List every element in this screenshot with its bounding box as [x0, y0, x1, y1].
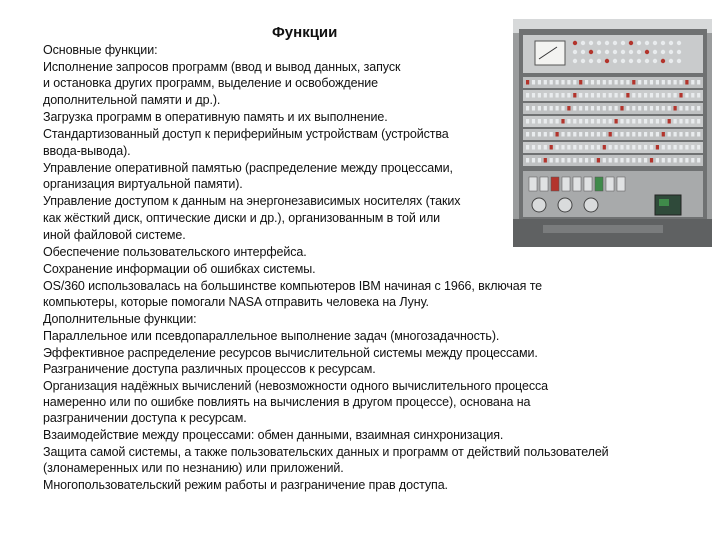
- indicator-lamp: [677, 50, 681, 54]
- lamp-cell: [691, 119, 694, 124]
- lamp-cell: [550, 132, 553, 137]
- text-line: Взаимодействие между процессами: обмен данными, взаимная синхронизация.: [43, 428, 504, 442]
- text-line: Дополнительные функции:: [43, 312, 197, 326]
- lamp-cell: [691, 106, 694, 111]
- console-switch: [606, 177, 614, 191]
- lamp-cell: [538, 80, 541, 85]
- text-line: Многопользовательский режим работы и разграничение прав доступа.: [43, 478, 448, 492]
- lamp-cell: [656, 80, 659, 85]
- indicator-lamp: [589, 41, 593, 45]
- console-switch: [540, 177, 548, 191]
- lamp-cell: [550, 119, 553, 124]
- indicator-lamp: [645, 50, 649, 54]
- indicator-lamp: [605, 41, 609, 45]
- lamp-cell: [609, 106, 612, 111]
- lamp-cell: [668, 119, 671, 124]
- lamp-cell: [603, 80, 606, 85]
- meter-icon: [535, 41, 565, 65]
- lamp-cell: [544, 80, 547, 85]
- indicator-lamp: [629, 41, 633, 45]
- lamp-cell: [585, 106, 588, 111]
- lamp-cell: [632, 119, 635, 124]
- text-line: Защита самой системы, а также пользовательских данных и программ от действий пользователей: [43, 445, 609, 459]
- lamp-cell: [573, 93, 576, 98]
- lamp-cell: [685, 132, 688, 137]
- text-line: Загрузка программ в оперативную память и их выполнение.: [43, 110, 388, 124]
- lamp-cell: [585, 158, 588, 163]
- indicator-lamp: [581, 59, 585, 63]
- lamp-cell: [567, 93, 570, 98]
- indicator-lamp: [621, 59, 625, 63]
- lamp-cell: [597, 158, 600, 163]
- console-switch: [562, 177, 570, 191]
- lamp-cell: [538, 132, 541, 137]
- text-line: OS/360 использовалась на большинстве компьютеров IBM начиная с 1966, включая те: [43, 279, 543, 293]
- lamp-cell: [556, 93, 559, 98]
- lamp-cell: [544, 145, 547, 150]
- lamp-cell: [679, 145, 682, 150]
- lamp-cell: [644, 119, 647, 124]
- indicator-lamp: [573, 59, 577, 63]
- lamp-cell: [679, 158, 682, 163]
- lamp-cell: [668, 93, 671, 98]
- lamp-cell: [561, 158, 564, 163]
- text-line: дополнительной памяти и др.).: [43, 93, 221, 107]
- lamp-cell: [638, 119, 641, 124]
- indicator-lamp: [661, 50, 665, 54]
- lamp-cell: [573, 145, 576, 150]
- indicator-lamp: [605, 59, 609, 63]
- lamp-cell: [615, 132, 618, 137]
- lamp-cell: [632, 132, 635, 137]
- lamp-cell: [668, 106, 671, 111]
- lamp-cell: [691, 132, 694, 137]
- text-line: Стандартизованный доступ к периферийным устройствам (устройства: [43, 127, 449, 141]
- lamp-cell: [620, 80, 623, 85]
- console-switch: [573, 177, 581, 191]
- text-line: Исполнение запросов программ (ввод и вывод данных, запуск: [43, 60, 401, 74]
- lamp-cell: [662, 106, 665, 111]
- indicator-lamp: [605, 50, 609, 54]
- lamp-cell: [591, 80, 594, 85]
- lamp-cell: [626, 158, 629, 163]
- lamp-cell: [585, 80, 588, 85]
- lamp-cell: [538, 158, 541, 163]
- rotary-dial-icon: [584, 198, 598, 212]
- lamp-cell: [691, 93, 694, 98]
- lamp-cell: [668, 145, 671, 150]
- lamp-cell: [685, 145, 688, 150]
- lamp-cell: [573, 132, 576, 137]
- lamp-cell: [620, 145, 623, 150]
- lamp-cell: [603, 145, 606, 150]
- lamp-cell: [591, 119, 594, 124]
- lamp-cell: [585, 119, 588, 124]
- lamp-cell: [526, 119, 529, 124]
- indicator-lamp: [597, 59, 601, 63]
- lamp-cell: [532, 145, 535, 150]
- lamp-cell: [674, 80, 677, 85]
- indicator-lamp: [653, 50, 657, 54]
- lamp-cell: [603, 106, 606, 111]
- lamp-cell: [567, 145, 570, 150]
- lamp-cell: [538, 119, 541, 124]
- lamp-cell: [697, 106, 700, 111]
- lamp-cell: [591, 132, 594, 137]
- lamp-cell: [626, 93, 629, 98]
- lamp-cell: [656, 106, 659, 111]
- lamp-cell: [538, 145, 541, 150]
- indicator-lamp: [677, 59, 681, 63]
- lamp-cell: [579, 119, 582, 124]
- lamp-cell: [674, 158, 677, 163]
- lamp-cell: [656, 93, 659, 98]
- lamp-cell: [615, 93, 618, 98]
- lamp-cell: [579, 93, 582, 98]
- lamp-cell: [544, 158, 547, 163]
- indicator-lamp: [629, 59, 633, 63]
- lamp-cell: [656, 132, 659, 137]
- lamp-cell: [620, 158, 623, 163]
- lamp-cell: [597, 119, 600, 124]
- lamp-cell: [556, 119, 559, 124]
- lamp-cell: [550, 145, 553, 150]
- lamp-cell: [685, 80, 688, 85]
- lamp-cell: [597, 80, 600, 85]
- lamp-cell: [585, 93, 588, 98]
- console-switch: [617, 177, 625, 191]
- lamp-cell: [556, 80, 559, 85]
- lamp-cell: [685, 93, 688, 98]
- lamp-cell: [579, 106, 582, 111]
- console-switch: [529, 177, 537, 191]
- lamp-cell: [638, 158, 641, 163]
- lamp-cell: [668, 158, 671, 163]
- lamp-cell: [691, 145, 694, 150]
- indicator-lamp: [589, 50, 593, 54]
- lamp-cell: [609, 93, 612, 98]
- indicator-lamp: [669, 50, 673, 54]
- text-line: иной файловой системе.: [43, 228, 186, 242]
- lamp-cell: [561, 145, 564, 150]
- lamp-cell: [550, 158, 553, 163]
- lamp-cell: [650, 132, 653, 137]
- indicator-lamp: [597, 41, 601, 45]
- lamp-cell: [632, 80, 635, 85]
- lamp-cell: [679, 132, 682, 137]
- indicator-lamp: [669, 41, 673, 45]
- lamp-cell: [644, 93, 647, 98]
- lamp-cell: [626, 145, 629, 150]
- text-line: Управление оперативной памятью (распределение между процессами,: [43, 161, 453, 175]
- lamp-cell: [626, 106, 629, 111]
- lamp-cell: [603, 158, 606, 163]
- text-line: Сохранение информации об ошибках системы.: [43, 262, 316, 276]
- text-line: Параллельное или псевдопараллельное выполнение задач (многозадачность).: [43, 329, 500, 343]
- lamp-cell: [697, 93, 700, 98]
- lamp-cell: [591, 145, 594, 150]
- lamp-cell: [585, 145, 588, 150]
- lamp-cell: [526, 93, 529, 98]
- lamp-cell: [609, 158, 612, 163]
- lamp-cell: [662, 80, 665, 85]
- lamp-cell: [561, 93, 564, 98]
- lamp-cell: [526, 80, 529, 85]
- mainframe-console-photo: [513, 19, 712, 247]
- lamp-cell: [597, 93, 600, 98]
- lamp-cell: [662, 132, 665, 137]
- lamp-cell: [561, 132, 564, 137]
- lamp-cell: [567, 119, 570, 124]
- lamp-cell: [620, 132, 623, 137]
- lamp-cell: [561, 119, 564, 124]
- lamp-cell: [638, 145, 641, 150]
- indicator-lamp: [613, 41, 617, 45]
- lamp-cell: [603, 93, 606, 98]
- lamp-cell: [579, 132, 582, 137]
- lamp-cell: [697, 119, 700, 124]
- lamp-cell: [674, 145, 677, 150]
- lamp-cell: [615, 106, 618, 111]
- lamp-cell: [532, 106, 535, 111]
- text-line: Разграничение доступа различных процессов к ресурсам.: [43, 362, 376, 376]
- text-line: и остановка других программ, выделение и освобождение: [43, 76, 378, 90]
- indicator-lamp: [653, 41, 657, 45]
- lamp-cell: [626, 132, 629, 137]
- lamp-cell: [638, 80, 641, 85]
- lamp-cell: [615, 119, 618, 124]
- indicator-lamp: [581, 50, 585, 54]
- lamp-cell: [538, 93, 541, 98]
- lamp-cell: [603, 132, 606, 137]
- text-line: ввода-вывода).: [43, 144, 131, 158]
- lamp-cell: [656, 145, 659, 150]
- lamp-cell: [561, 106, 564, 111]
- lamp-cell: [697, 145, 700, 150]
- lamp-cell: [567, 80, 570, 85]
- lamp-cell: [650, 106, 653, 111]
- lamp-cell: [644, 132, 647, 137]
- lamp-cell: [650, 119, 653, 124]
- lamp-cell: [609, 119, 612, 124]
- lamp-cell: [691, 158, 694, 163]
- text-line: Организация надёжных вычислений (невозможности одного вычислительного процесса: [43, 379, 548, 393]
- lamp-cell: [650, 93, 653, 98]
- text-line: (злонамеренных или по незнанию) или приложений.: [43, 461, 344, 475]
- console-switch: [584, 177, 592, 191]
- lamp-cell: [685, 106, 688, 111]
- lamp-cell: [556, 145, 559, 150]
- lamp-cell: [532, 93, 535, 98]
- text-line: компьютеры, которые помогали NASA отправить человека на Луну.: [43, 295, 429, 309]
- lamp-cell: [650, 145, 653, 150]
- indicator-lamp: [661, 59, 665, 63]
- lamp-cell: [550, 106, 553, 111]
- lamp-cell: [638, 132, 641, 137]
- lamp-cell: [567, 106, 570, 111]
- lamp-cell: [632, 93, 635, 98]
- lamp-cell: [526, 145, 529, 150]
- lamp-cell: [573, 80, 576, 85]
- lamp-cell: [620, 106, 623, 111]
- indicator-lamp: [621, 50, 625, 54]
- lamp-cell: [644, 80, 647, 85]
- lamp-cell: [585, 132, 588, 137]
- lamp-cell: [538, 106, 541, 111]
- lamp-cell: [662, 93, 665, 98]
- lamp-cell: [609, 132, 612, 137]
- lamp-cell: [526, 132, 529, 137]
- lamp-cell: [550, 80, 553, 85]
- lamp-cell: [609, 80, 612, 85]
- indicator-lamp: [629, 50, 633, 54]
- lamp-cell: [597, 132, 600, 137]
- lamp-cell: [573, 119, 576, 124]
- lamp-cell: [556, 132, 559, 137]
- text-line: Обеспечение пользовательского интерфейса.: [43, 245, 307, 259]
- console-switch: [551, 177, 559, 191]
- lamp-cell: [632, 145, 635, 150]
- lamp-cell: [591, 106, 594, 111]
- lamp-cell: [697, 132, 700, 137]
- lamp-cell: [615, 80, 618, 85]
- lamp-cell: [567, 132, 570, 137]
- lamp-cell: [668, 132, 671, 137]
- lamp-cell: [597, 145, 600, 150]
- rotary-dial-icon: [558, 198, 572, 212]
- lamp-cell: [674, 119, 677, 124]
- text-line: намеренно или по ошибке повлиять на вычисления в другом процессе), основана на: [43, 395, 531, 409]
- lamp-cell: [532, 80, 535, 85]
- lamp-cell: [662, 145, 665, 150]
- lamp-cell: [638, 93, 641, 98]
- lamp-cell: [679, 119, 682, 124]
- lamp-cell: [544, 93, 547, 98]
- lamp-cell: [638, 106, 641, 111]
- lamp-cell: [532, 119, 535, 124]
- text-line: Основные функции:: [43, 43, 158, 57]
- lamp-cell: [685, 119, 688, 124]
- lamp-cell: [644, 106, 647, 111]
- text-line: Управление доступом к данным на энергонезависимых носителях (таких: [43, 194, 461, 208]
- lamp-cell: [697, 80, 700, 85]
- lamp-cell: [573, 158, 576, 163]
- lamp-cell: [679, 93, 682, 98]
- lamp-cell: [597, 106, 600, 111]
- lamp-cell: [526, 158, 529, 163]
- indicator-lamp: [645, 41, 649, 45]
- lamp-cell: [691, 80, 694, 85]
- indicator-lamp: [581, 41, 585, 45]
- lamp-cell: [544, 132, 547, 137]
- lamp-cell: [656, 119, 659, 124]
- mainframe-console-icon: [513, 19, 712, 247]
- lamp-cell: [650, 158, 653, 163]
- lamp-cell: [650, 80, 653, 85]
- indicator-lamp: [637, 50, 641, 54]
- lamp-cell: [556, 158, 559, 163]
- lamp-cell: [573, 106, 576, 111]
- lamp-cell: [556, 106, 559, 111]
- indicator-lamp: [621, 41, 625, 45]
- indicator-lamp: [645, 59, 649, 63]
- indicator-lamp: [669, 59, 673, 63]
- lamp-cell: [609, 145, 612, 150]
- lamp-cell: [656, 158, 659, 163]
- lamp-cell: [620, 119, 623, 124]
- lamp-cell: [632, 158, 635, 163]
- lamp-cell: [679, 106, 682, 111]
- lamp-cell: [644, 158, 647, 163]
- indicator-lamp: [613, 50, 617, 54]
- lamp-cell: [567, 158, 570, 163]
- lamp-cell: [544, 106, 547, 111]
- text-line: разграничении доступа к ресурсам.: [43, 411, 247, 425]
- lamp-cell: [662, 158, 665, 163]
- page-title: Функции: [272, 24, 338, 41]
- lamp-cell: [532, 132, 535, 137]
- lamp-cell: [674, 106, 677, 111]
- lamp-cell: [561, 80, 564, 85]
- lamp-cell: [591, 93, 594, 98]
- indicator-lamp: [653, 59, 657, 63]
- indicator-lamp: [573, 50, 577, 54]
- desk-keyboard: [543, 225, 663, 233]
- lamp-cell: [615, 145, 618, 150]
- lamp-cell: [685, 158, 688, 163]
- rotary-dial-icon: [532, 198, 546, 212]
- lamp-cell: [626, 119, 629, 124]
- lamp-cell: [620, 93, 623, 98]
- indicator-lamp: [573, 41, 577, 45]
- lamp-cell: [662, 119, 665, 124]
- lamp-cell: [644, 145, 647, 150]
- lamp-cell: [626, 80, 629, 85]
- lamp-cell: [550, 93, 553, 98]
- text-line: организация виртуальной памяти).: [43, 177, 243, 191]
- lamp-cell: [679, 80, 682, 85]
- lamp-cell: [697, 158, 700, 163]
- console-screen-glow: [659, 199, 669, 206]
- indicator-lamp: [637, 59, 641, 63]
- lamp-cell: [603, 119, 606, 124]
- lamp-cell: [668, 80, 671, 85]
- lamp-cell: [526, 106, 529, 111]
- lamp-cell: [615, 158, 618, 163]
- lamp-cell: [579, 80, 582, 85]
- lamp-cell: [544, 119, 547, 124]
- lamp-cell: [674, 93, 677, 98]
- lamp-cell: [532, 158, 535, 163]
- indicator-lamp: [677, 41, 681, 45]
- indicator-lamp: [597, 50, 601, 54]
- text-line: как жёсткий диск, оптические диски и др.), организованным в той или: [43, 211, 441, 225]
- lamp-cell: [579, 145, 582, 150]
- indicator-lamp: [637, 41, 641, 45]
- indicator-lamp: [613, 59, 617, 63]
- lamp-cell: [579, 158, 582, 163]
- indicator-lamp: [661, 41, 665, 45]
- lamp-cell: [632, 106, 635, 111]
- text-line: Эффективное распределение ресурсов вычислительной системы между процессами.: [43, 346, 538, 360]
- lamp-cell: [674, 132, 677, 137]
- console-switch: [595, 177, 603, 191]
- indicator-lamp: [589, 59, 593, 63]
- lamp-cell: [591, 158, 594, 163]
